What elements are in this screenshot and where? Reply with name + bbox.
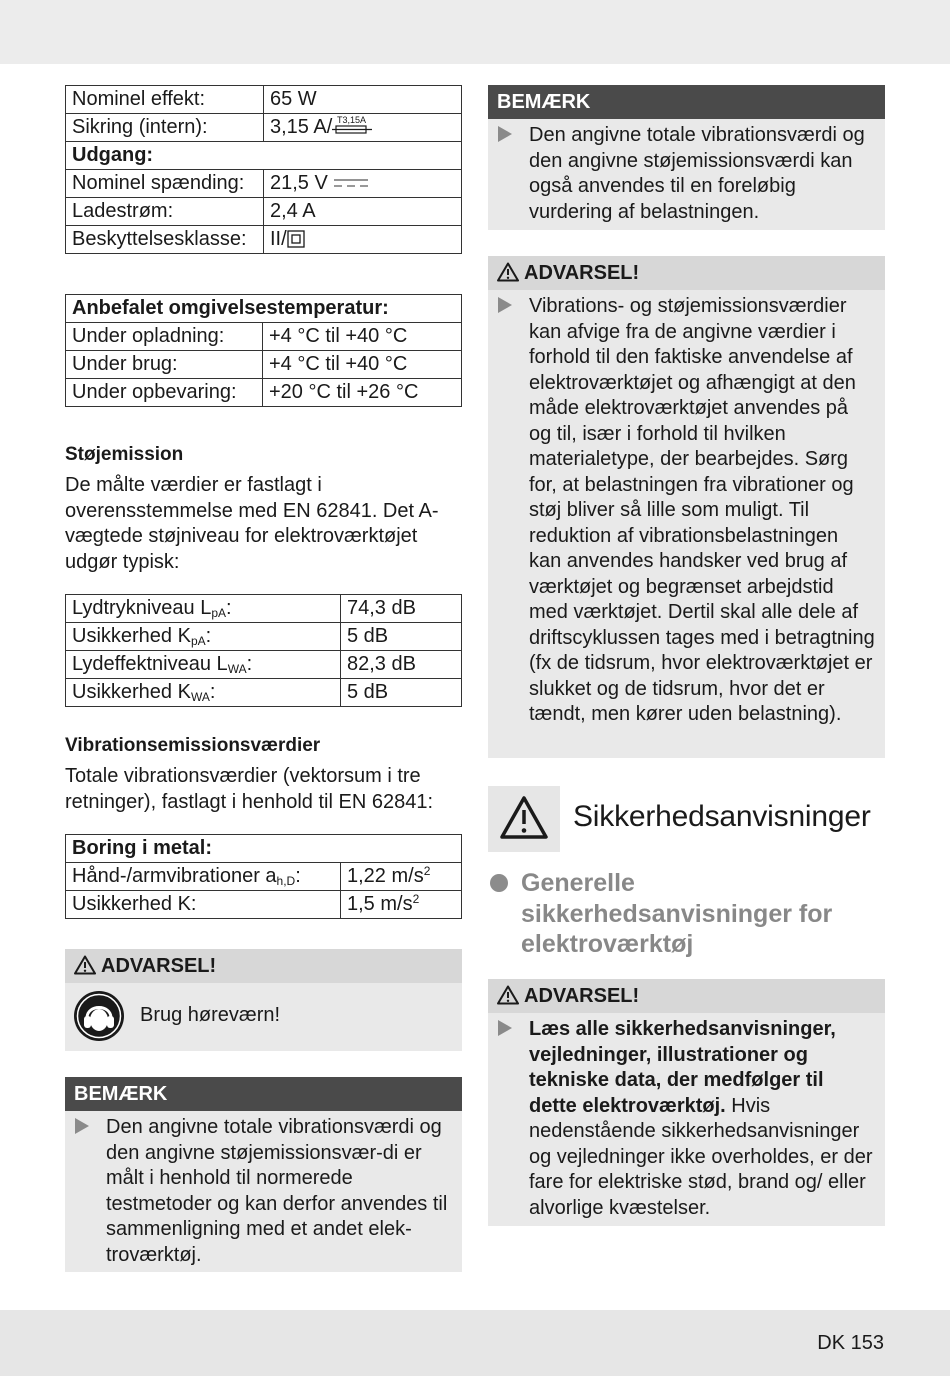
spec-value [264,170,462,198]
spec-value [341,863,462,891]
warning-box-general [488,979,885,1226]
voltage-value: 21,5 V [270,172,328,194]
top-band [0,0,950,64]
label-sub: WA [190,690,210,704]
note-text: Den angivne totale vibrationsværdi og den angivne støjemissionsvær-di er målt i henhold til normerede testmetoder og kan derfor anvendes til sammenligning med et andet elek-troværktøj. [106,1116,448,1266]
label-suffix: : [246,653,253,675]
label-suffix: : [226,597,232,619]
spec-value: 5 dB [341,679,462,707]
output-header: Udgang: [66,142,462,170]
spec-label [66,595,341,623]
table-row [66,295,462,323]
table-row [66,170,462,198]
fuse-label: T3,15A [337,115,367,125]
table-row [66,351,462,379]
spec-value: 82,3 dB [341,651,462,679]
spec-label [66,651,341,679]
noise-section [65,444,462,575]
warning-title: ADVARSEL! [524,262,640,284]
warning-item [488,290,885,734]
warning-icon [497,985,519,1005]
spec-label: Beskyttelsesklasse: [66,226,264,254]
spec-value: 2,4 A [264,198,462,226]
noise-heading: Støjemission [65,444,184,465]
spec-value: +4 °C til +40 °C [263,323,462,351]
spec-label: Nominel effekt: [66,86,264,114]
bottom-band [0,1310,950,1376]
spec-value: 74,3 dB [341,595,462,623]
table-row [66,226,462,254]
spec-value [341,891,462,919]
label-sub: pA [211,606,227,620]
spec-table-1 [65,85,462,254]
large-warning-icon [488,786,560,852]
label-sub: WA [227,662,247,676]
bullet-triangle-icon [498,297,512,313]
note-item [65,1111,462,1274]
table-row [66,623,462,651]
table-row [66,142,462,170]
warning-bold-text: Læs alle sikkerhedsanvisninger, vejledninger, illustrationer og tekniske data, der medfølger til dette elektroværktøj. [529,1018,836,1117]
value-text: 1,5 m/s [347,893,413,915]
warning-header [488,256,885,290]
note-box-right [488,85,885,230]
label-suffix: : [209,681,216,703]
bullet-triangle-icon [75,1118,89,1134]
table-row [66,595,462,623]
warning-header [488,979,885,1013]
spec-value [264,114,462,142]
spec-value: +4 °C til +40 °C [263,351,462,379]
value-sup: 2 [412,892,420,906]
note-title: BEMÆRK [488,85,885,119]
spec-value: +20 °C til +26 °C [263,379,462,407]
protection-class-value: II/ [270,228,287,250]
temperature-header: Anbefalet omgivelsestemperatur: [66,295,462,323]
vibration-text: Totale vibrationsværdier (vektorsum i tre retninger), fastlagt i henhold til EN 62841: [65,765,433,813]
spec-value: 5 dB [341,623,462,651]
table-row [66,863,462,891]
value-text: 1,22 m/s [347,865,424,887]
section-title-block [488,786,885,852]
spec-label: Under brug: [66,351,263,379]
warning-text: Brug høreværn! [140,1004,281,1026]
label-suffix: : [205,625,212,647]
table-row [66,114,462,142]
label-sub: h,D [276,874,296,888]
spec-label: Ladestrøm: [66,198,264,226]
fuse-icon [332,115,372,137]
value-sup: 2 [423,864,431,878]
label-text: Hånd-/armvibrationer a [72,865,277,887]
spec-label: Under opladning: [66,323,263,351]
spec-label: Nominel spænding: [66,170,264,198]
warning-icon [74,955,96,975]
bullet-triangle-icon [498,126,512,142]
table-row [66,323,462,351]
warning-box-vibration [488,256,885,758]
page-number: DK 153 [817,1332,884,1354]
spec-label [66,623,341,651]
table-row [66,679,462,707]
warning-icon [497,262,519,282]
spec-label [66,679,341,707]
warning-box-hearing [65,949,462,1051]
drilling-header: Boring i metal: [66,835,462,863]
warning-header [65,949,462,983]
warning-item [488,1013,885,1227]
note-box-left [65,1077,462,1272]
bullet-triangle-icon [498,1020,512,1036]
noise-text: De målte værdier er fastlagt i overensstemmelse med EN 62841. Det A-vægtede støjniveau for elektroværktøjet udgør typisk: [65,474,439,573]
spec-value: 65 W [264,86,462,114]
label-text: Usikkerhed K [72,681,191,703]
fuse-value: 3,15 A/ [270,116,333,138]
table-row [66,835,462,863]
table-row [66,891,462,919]
note-item [488,119,885,231]
vibration-heading: Vibrationsemissionsværdier [65,735,321,756]
label-text: Usikkerhed K [72,625,191,647]
warning-title: ADVARSEL! [524,985,640,1007]
note-text: Den angivne totale vibrationsværdi og den angivne støjemissionsværdi kan også anvendes til en foreløbig vurdering af belastningen. [529,124,865,223]
table-row [66,379,462,407]
vibration-section [65,735,462,815]
spec-label [66,863,341,891]
warning-title: ADVARSEL! [101,955,217,977]
vibration-table [65,834,462,919]
spec-label: Sikring (intern): [66,114,264,142]
note-title: BEMÆRK [65,1077,462,1111]
double-insulation-icon [287,230,305,248]
hearing-protection-icon [73,990,125,1047]
subsection-heading [488,868,885,960]
table-row [66,651,462,679]
warning-text: Hvis nedenstående sikkerhedsanvisninger og vejledninger ikke overholdes, er der fare for elektriske stød, brand og/ eller alvorlige kvæstelser. [529,1094,873,1219]
noise-table [65,594,462,707]
warning-text: Vibrations- og støjemissionsværdier kan afvige fra de angivne værdier i forhold til den faktiske anvendelse af elektroværktøjet og afhængigt at den måde elektroværktøjet anvendes på og til, især i forhold til hvilken materialetype, der bearbejdes. Sørg for, at belastningen fra vibrationer og støj bliver så lille som muligt. Til reduktion af vibrationsbelastningen kan anvendes handsker ved brug af værktøjet og begrænset arbejdstid med værktøjet. Dertil skal alle dele af driftscyklussen tages med i betragtning (fx de tidsrum, hvor elektroværktøjet er slukket og de tidsrum, hvor det er tændt, men kører uden belastning). [529,295,875,725]
safety-warning-icon-box [488,786,560,852]
dc-symbol-icon [333,176,369,190]
spec-value [264,226,462,254]
bullet-dot-icon [490,874,508,892]
label-sub: pA [190,634,206,648]
spec-label: Under opbevaring: [66,379,263,407]
table-row [66,198,462,226]
subsection-title: Generelle sikkerhedsanvisninger for elektroværktøj [521,869,833,958]
spec-table-2 [65,294,462,407]
section-title: Sikkerhedsanvisninger [573,800,871,833]
label-text: Lydtrykniveau L [72,597,212,619]
label-suffix: : [295,865,301,887]
spec-label: Usikkerhed K: [66,891,341,919]
table-row [66,86,462,114]
label-text: Lydeffektniveau L [72,653,228,675]
